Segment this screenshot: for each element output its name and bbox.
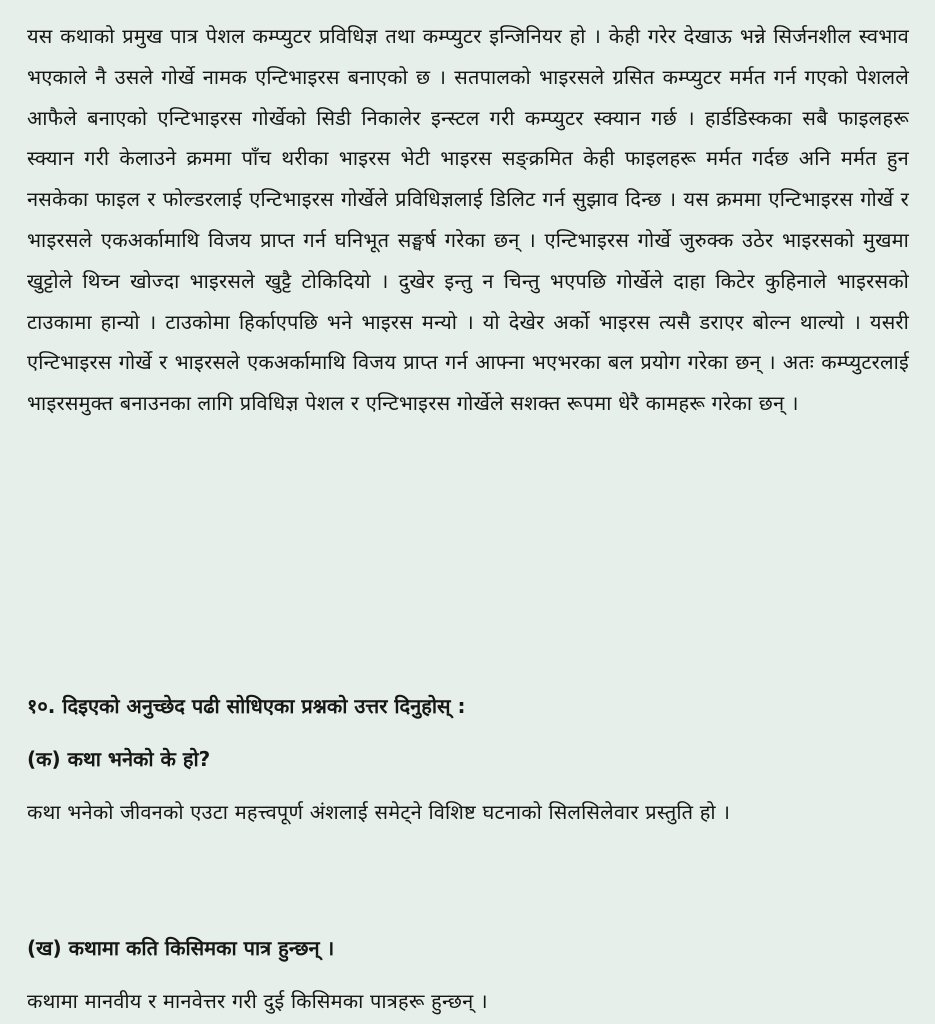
story-paragraph: यस कथाको प्रमुख पात्र पेशल कम्प्युटर प्रविधिज्ञ तथा कम्प्युटर इन्जिनियर हो । केही गरेर देखाऊ भन्ने सिर्जनशील स्वभाव भएकाले नै उसले गोर्खे नामक एन्टिभाइरस बनाएको छ । सतपालको भाइरसले ग्रसित कम्प्युटर मर्मत गर्न गएको पेशलले आफैले बनाएको एन्टिभाइरस गोर्खेको सिडी निकालेर इन्स्टल गरी कम्प्युटर स्क्यान गर्छ । हार्डडिस्कका सबै फाइलहरू स्क्यान गरी केलाउने क्रममा पाँच थरीका भाइरस भेटी भाइरस सङ्क्रमित केही फाइलहरू मर्मत गर्दछ अनि मर्मत हुन नसकेका फाइल र फोल्डरलाई एन्टिभाइरस गोर्खेले प्रविधिज्ञलाई डिलिट गर्न सुझाव दिन्छ । यस क्रममा एन्टिभाइरस गोर्खे र भाइरसले एकअर्कामाथि विजय प्राप्त गर्न घनिभूत सङ्घर्ष गरेका छन् । एन्टिभाइरस गोर्खे जुरुक्क उठेर भाइरसको मुखमा खुट्टोले थिच्न खोज्दा भाइरसले खुट्टै टोकिदियो । दुखेर इन्तु न चिन्तु भएपछि गोर्खेले दाहा किटेर कुहिनाले भाइरसको टाउकामा हान्यो । टाउकोमा हिर्काएपछि भने भाइरस मन्यो । यो देखेर अर्को भाइरस त्यसै डराएर बोल्न थाल्यो । यसरी एन्टिभाइरस गोर्खे र भाइरसले एकअर्कामाथि विजय प्राप्त गर्न आफ्ना भएभरका बल प्रयोग गरेका छन् । अतः कम्प्युटरलाई भाइरसमुक्त बनाउनका लागि प्रविधिज्ञ पेशल र एन्टिभाइरस गोर्खेले सशक्त रूपमा धेरै कामहरू गरेका छन् ।: [27, 24, 909, 416]
sub-question-kha: (ख) कथामा कति किसिमका पात्र हुन्छन् ।: [27, 936, 335, 960]
answer-ka: कथा भनेको जीवनको एउटा महत्त्वपूर्ण अंशलाई समेट्ने विशिष्ट घटनाको सिलसिलेवार प्रस्तुति हो ।: [27, 800, 731, 824]
answer-kha: कथामा मानवीय र मानवेत्तर गरी दुई किसिमका पात्रहरू हुन्छन् ।: [27, 989, 488, 1013]
sub-question-ka: (क) कथा भनेको के हो?: [27, 747, 211, 771]
question-10-heading: १०. दिइएको अनुच्छेद पढी सोधिएका प्रश्नको उत्तर दिनुहोस् :: [27, 694, 466, 718]
